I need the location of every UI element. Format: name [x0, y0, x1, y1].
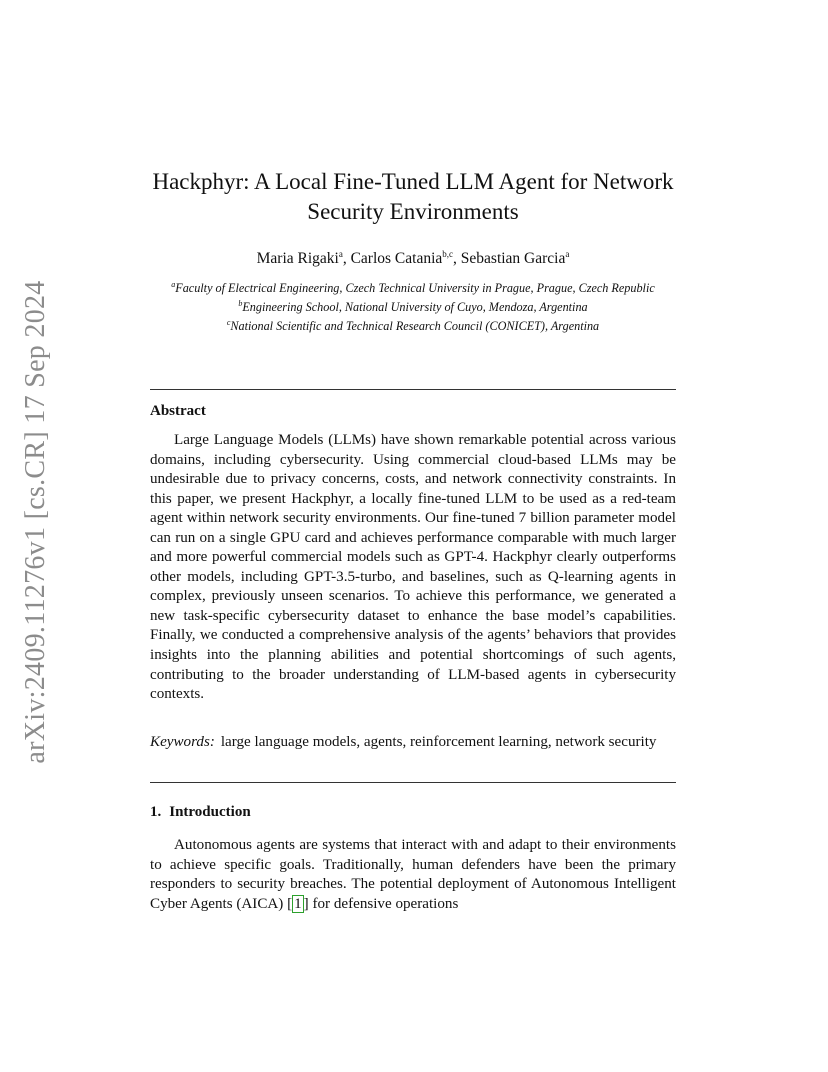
abstract-top-rule: [150, 389, 676, 390]
author-separator: ,: [453, 250, 461, 267]
affiliation: [150, 277, 676, 296]
author: [461, 250, 570, 267]
keywords: [150, 733, 676, 753]
author: [351, 250, 461, 267]
arxiv-side-label: arXiv:2409.11276v1 [cs.CR] 17 Sep 2024: [20, 280, 51, 764]
intro-text-part: for defensive operations: [308, 895, 459, 912]
affiliations: [150, 277, 676, 335]
affiliation: [150, 296, 676, 315]
section-number: 1.: [150, 804, 162, 820]
author-name: Maria Rigaki: [256, 250, 339, 267]
affiliation: [150, 315, 676, 334]
author-affil-mark: b,c: [442, 249, 454, 259]
author-affil-mark: a: [565, 249, 570, 259]
abstract-bottom-rule: [150, 782, 676, 783]
author-name: Sebastian Garcia: [460, 250, 566, 267]
intro-text-part: Autonomous agents are systems that interact with and adapt to their environments to achieve specific goals. Traditionally, human defenders have been the primary responders to security breaches. The potential deployment of Autonomous Intelligent Cyber Agents (AICA): [150, 837, 676, 912]
citation-link[interactable]: 1: [294, 895, 302, 912]
abstract-heading: Abstract: [150, 403, 206, 419]
section-heading: [150, 804, 251, 821]
author-name: Carlos Catania: [350, 250, 443, 267]
affiliation-mark: c: [226, 318, 231, 328]
abstract-text: Large Language Models (LLMs) have shown remarkable potential across various domains, including cybersecurity. Using commercial cloud-based LLMs may be undesirable due to privacy concerns, costs, and network connectivity constraints. In this paper, we present Hackphyr, a locally fine-tuned LLM to be used as a red-team agent within network security environments. Our fine-tuned 7 billion parameter model can run on a single GPU card and achieves performance comparable with much larger and more powerful commercial models such as GPT-4. Hackphyr clearly outperforms other models, including GPT-3.5-turbo, and baselines, such as Q-learning agents in complex, previously unseen scenarios. To achieve this performance, we generated a new task-specific cybersecurity dataset to enhance the base model’s capabilities. Finally, we conducted a comprehensive analysis of the agents’ behaviors that provides insights into the planning abilities and potential shortcomings of such agents, contributing to the broader understanding of LLM-based agents in cybersecurity contexts.: [150, 432, 676, 703]
affiliation-text: National Scientific and Technical Research Council (CONICET), Argentina: [230, 319, 600, 334]
author-separator: ,: [342, 250, 351, 267]
author-affil-mark: a: [338, 249, 343, 259]
paper-title: [150, 167, 676, 227]
introduction-text: Autonomous agents are systems that interact with and adapt to their environments to achieve specific goals. Traditionally, human defenders have been the primary responders to security breaches. The potential deployment of Autonomous Intelligent Cyber Agents (AICA) [ 1 ] for defensive operations: [150, 837, 676, 912]
affiliation-text: Faculty of Electrical Engineering, Czech Technical University in Prague, Prague, Czech Republic: [175, 281, 655, 295]
author-list: [150, 244, 676, 269]
keywords-text: large language models, agents, reinforcement learning, network security: [220, 734, 657, 750]
section-title: Introduction: [169, 804, 251, 820]
title-line-1: Hackphyr: A Local Fine-Tuned LLM Agent for Network: [152, 169, 674, 194]
affiliation-mark: b: [238, 299, 243, 309]
title-line-2: Security Environments: [307, 199, 519, 224]
affiliation-mark: a: [171, 280, 176, 289]
keywords-label: Keywords:: [150, 734, 215, 750]
author: [257, 250, 351, 267]
affiliation-text: Engineering School, National University of Cuyo, Mendoza, Argentina: [242, 300, 588, 315]
